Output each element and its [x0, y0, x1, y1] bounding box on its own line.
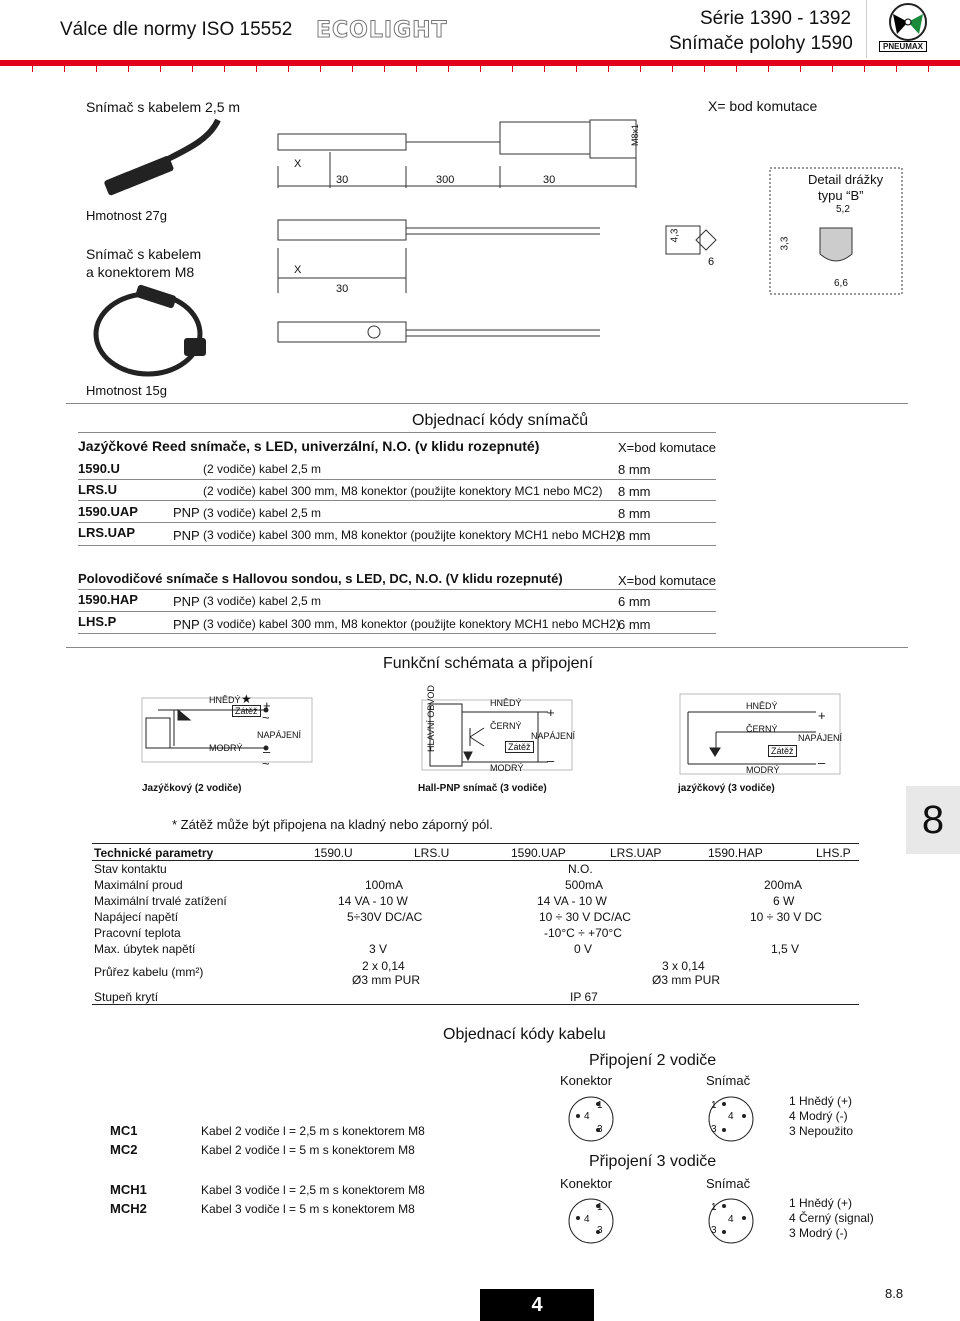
conn3-connector-pinout [566, 1196, 616, 1246]
reed-desc: (2 vodiče) kabel 2,5 m [203, 462, 322, 476]
conn2-legend: 3 Nepoužito [789, 1124, 854, 1138]
row-label-ip: Stupeň krytí [94, 990, 159, 1004]
d1-caption: Jazýčkový (2 vodiče) [142, 783, 242, 794]
dim-6-6: 6,6 [834, 278, 848, 289]
table-rule [92, 1004, 859, 1005]
conn3-konektor: Konektor [560, 1176, 613, 1191]
cable-desc: Kabel 3 vodiče l = 5 m s konektorem M8 [201, 1202, 415, 1216]
hall-desc: (3 vodiče) kabel 300 mm, M8 konektor (použijte konektory MCH1 nebo MCH2) [203, 617, 620, 631]
ruler-tick [896, 66, 897, 72]
cable-code: MCH2 [110, 1201, 147, 1216]
conn2-connector-pinout [566, 1094, 616, 1144]
hall-pnp: PNP [173, 617, 200, 632]
ruler-tick [416, 66, 417, 72]
ruler-tick [96, 66, 97, 72]
d2-caption: Hall-PNP snímač (3 vodiče) [418, 783, 547, 794]
d3-power: NAPÁJENÍ [798, 733, 843, 743]
ruler-tick [800, 66, 801, 72]
val-cable-b2: Ø3 mm PUR [652, 973, 721, 987]
conn3-konektor-pin3: 3 [597, 1225, 603, 1236]
conn3-legend: 4 Černý (signal) [789, 1211, 874, 1225]
ruler-tick [640, 66, 641, 72]
conn3-title: Připojení 3 vodiče [589, 1153, 717, 1170]
table-rule [92, 843, 859, 844]
dim-30-b: 30 [543, 174, 556, 186]
ruler-tick [736, 66, 737, 72]
d1-blue: MODRÝ [209, 743, 243, 753]
divider [78, 611, 716, 612]
d3-brown: HNĚDÝ [746, 701, 778, 711]
row-label-contact: Stav kontaktu [94, 862, 167, 876]
val-drop-b: 0 V [574, 942, 593, 956]
d3-caption: jazýčkový (3 vodiče) [678, 783, 775, 794]
ruler-tick [768, 66, 769, 72]
hall-x-value: 6 mm [618, 594, 651, 609]
d3-plus: + [818, 708, 826, 723]
d3-black: ČERNÝ [746, 724, 778, 734]
series-subtitle: Snímače polohy 1590 [669, 33, 853, 54]
ruler-tick [224, 66, 225, 72]
conn3-legend: 3 Modrý (-) [789, 1226, 848, 1240]
reed-desc: (3 vodiče) kabel 300 mm, M8 konektor (použijte konektory MCH1 nebo MCH2) [203, 528, 620, 542]
ruler-tick [704, 66, 705, 72]
val-contact: N.O. [568, 862, 593, 876]
ruler-tick [192, 66, 193, 72]
reed-x-value: 8 mm [618, 484, 651, 499]
conn2-konektor-pin3: 3 [597, 1124, 603, 1135]
hall-desc: (3 vodiče) kabel 2,5 m [203, 594, 322, 608]
cable-codes-title: Objednací kódy kabelu [443, 1026, 606, 1043]
cable-sensor-label: Snímač s kabelem 2,5 m [86, 99, 241, 115]
conn2-konektor-pin4: 4 [584, 1111, 590, 1122]
tech-header-col: 1590.UAP [511, 846, 566, 860]
ruler-tick [544, 66, 545, 72]
ruler-tick [384, 66, 385, 72]
reed-desc: (2 vodiče) kabel 300 mm, M8 konektor (použijte konektory MC1 nebo MC2) [203, 484, 603, 498]
ruler-tick [32, 66, 33, 72]
cable-desc: Kabel 3 vodiče l = 2,5 m s konektorem M8 [201, 1183, 425, 1197]
conn3-snimac-pin3: 3 [711, 1225, 717, 1236]
ruler-tick [256, 66, 257, 72]
ruler-tick [512, 66, 513, 72]
cable-code: MC1 [110, 1123, 138, 1138]
dim-6: 6 [708, 256, 715, 268]
ecolight-logo: ECOLIGHT [316, 18, 448, 43]
pneumax-logo [866, 0, 949, 58]
pneumax-wordmark: PNEUMAX [879, 41, 927, 52]
connector-sensor-label-2: a konektorem M8 [86, 264, 195, 280]
val-voltage-b: 10 ÷ 30 V DC/AC [539, 910, 631, 924]
dim-30-c: 30 [336, 283, 349, 295]
d2-black: ČERNÝ [490, 721, 522, 731]
d2-plus: + [547, 705, 555, 720]
conn3-konektor-pin1: 1 [597, 1202, 603, 1213]
d2-power: NAPÁJENÍ [531, 731, 576, 741]
ruler-tick [288, 66, 289, 72]
reed-pnp: PNP [173, 528, 200, 543]
tech-table [92, 843, 859, 1005]
ruler-tick [64, 66, 65, 72]
connector-sensor-label-1: Snímač s kabelem [86, 246, 202, 262]
reed-pnp: PNP [173, 505, 200, 520]
d1-plus: + [263, 698, 271, 713]
series-title: Série 1390 - 1392 [700, 8, 852, 29]
dim-4-3: 4,3 [669, 228, 681, 243]
d1-minus: – [263, 744, 271, 759]
conn3-legend: 1 Hnědý (+) [789, 1196, 853, 1210]
sensor-dimension-drawing [270, 108, 910, 358]
tech-header-col: 1590.HAP [708, 846, 763, 860]
reed-code: LRS.UAP [78, 525, 136, 540]
reed-code: 1590.UAP [78, 504, 138, 519]
conn2-snimac-pin3: 3 [711, 1124, 717, 1135]
val-current-a: 100mA [365, 878, 404, 892]
dim-5-2: 5,2 [836, 204, 850, 215]
dim-x-top: X [294, 158, 302, 170]
d1-brown: HNĚDÝ [209, 695, 241, 705]
ruler-tick [608, 66, 609, 72]
conn3-konektor-pin4: 4 [584, 1214, 590, 1225]
hall-heading: Polovodičové snímače s Hallovou sondou, s LED, DC, N.O. (V klidu rozepnuté) [78, 571, 563, 586]
d1-load-star: ★ [241, 692, 252, 706]
reed-code: LRS.U [78, 482, 117, 497]
connector-sensor-photo [88, 282, 228, 382]
row-label-cable: Průřez kabelu (mm²) [94, 965, 204, 979]
cable-desc: Kabel 2 vodiče l = 2,5 m s konektorem M8 [201, 1124, 425, 1138]
val-load-a: 14 VA - 10 W [338, 894, 408, 908]
row-label-load: Maximální trvalé zatížení [94, 894, 227, 908]
reed-x-header: X=bod komutace [618, 440, 716, 455]
d2-blue: MODRÝ [490, 763, 524, 773]
reed-heading: Jazýčkové Reed snímače, s LED, univerzální, N.O. (v klidu rozepnuté) [78, 438, 540, 454]
val-voltage-c: 10 ÷ 30 V DC [750, 910, 822, 924]
order-codes-title: Objednací kódy snímačů [412, 412, 589, 429]
cable-desc: Kabel 2 vodiče l = 5 m s konektorem M8 [201, 1143, 415, 1157]
conn2-konektor-pin1: 1 [597, 1100, 603, 1111]
val-cable-a1: 2 x 0,14 [362, 959, 405, 973]
divider [78, 545, 716, 546]
divider [78, 589, 716, 590]
dim-30-a: 30 [336, 174, 349, 186]
detail-label-1: Detail drážky [808, 172, 884, 187]
conn2-legend: 4 Modrý (-) [789, 1109, 848, 1123]
conn2-legend: 1 Hnědý (+) [789, 1094, 853, 1108]
tech-header-label: Technické parametry [94, 846, 214, 860]
conn3-snimac-pin1: 1 [711, 1202, 717, 1213]
ruler-tick [160, 66, 161, 72]
d2-main-circuit: HLAVNÍ OBVOD [426, 685, 436, 752]
hall-code: LHS.P [78, 614, 117, 629]
row-label-temp: Pracovní teplota [94, 926, 181, 940]
header-title: Válce dle normy ISO 15552 [60, 19, 293, 40]
divider [78, 500, 716, 501]
conn3-snimac-pin4: 4 [728, 1214, 734, 1225]
val-load-b: 14 VA - 10 W [537, 894, 607, 908]
ruler-tick [672, 66, 673, 72]
switch-point-label: X= bod komutace [708, 98, 818, 114]
reed-desc: (3 vodiče) kabel 2,5 m [203, 506, 322, 520]
divider [78, 633, 716, 634]
reed-x-value: 8 mm [618, 462, 651, 477]
row-label-drop: Max. úbytek napětí [94, 942, 196, 956]
d2-brown: HNĚDÝ [490, 698, 522, 708]
val-load-c: 6 W [773, 894, 795, 908]
d3-minus: – [818, 755, 826, 770]
val-drop-a: 3 V [369, 942, 388, 956]
pneumax-mark-icon [867, 0, 949, 46]
divider [78, 479, 716, 480]
ruler-tick [480, 66, 481, 72]
row-label-voltage: Napájecí napětí [94, 910, 179, 924]
ruler-tick [128, 66, 129, 72]
reed-x-value: 8 mm [618, 506, 651, 521]
dim-3-3: 3,3 [779, 236, 791, 251]
divider [66, 403, 908, 404]
divider [78, 432, 716, 433]
tech-header-col: LRS.U [414, 846, 450, 860]
val-voltage-a: 5÷30V DC/AC [347, 910, 423, 924]
table-rule [92, 860, 859, 861]
ruler-tick [576, 66, 577, 72]
load-note: * Zátěž může být připojena na kladný nebo záporný pól. [172, 817, 493, 832]
cable-code: MC2 [110, 1142, 138, 1157]
val-current-b: 500mA [565, 878, 604, 892]
hall-code: 1590.HAP [78, 592, 138, 607]
row-label-current: Maximální proud [94, 878, 183, 892]
tech-header-col: LHS.P [816, 846, 851, 860]
ruler-tick [352, 66, 353, 72]
tech-header-col: LRS.UAP [610, 846, 662, 860]
section-tab: 8 [906, 786, 960, 854]
d1-load: Zátěž [232, 705, 261, 717]
d2-load: Zátěž [505, 741, 534, 753]
ruler-tick [448, 66, 449, 72]
val-ip: IP 67 [570, 990, 598, 1004]
hall-x-value: 6 mm [618, 617, 651, 632]
tech-header-col: 1590.U [314, 846, 353, 860]
d1-tilde-bottom: ~ [262, 756, 270, 771]
d3-blue: MODRÝ [746, 765, 780, 775]
val-drop-c: 1,5 V [771, 942, 800, 956]
conn2-title: Připojení 2 vodiče [589, 1052, 717, 1069]
ruler-tick [832, 66, 833, 72]
dim-x-bottom: X [294, 264, 302, 276]
cable-code: MCH1 [110, 1182, 147, 1197]
conn2-snimac: Snímač [706, 1073, 751, 1088]
dim-m8: M8x1 [630, 123, 641, 147]
d1-tilde-top: ~ [262, 710, 270, 725]
val-cable-a2: Ø3 mm PUR [352, 973, 421, 987]
val-cable-b1: 3 x 0,14 [662, 959, 705, 973]
val-current-c: 200mA [764, 878, 803, 892]
conn3-snimac: Snímač [706, 1176, 751, 1191]
page-number: 4 [480, 1289, 594, 1321]
hall-x-header: X=bod komutace [618, 573, 716, 588]
ruler-tick [928, 66, 929, 72]
reed-x-value: 8 mm [618, 528, 651, 543]
schematics-title: Funkční schémata a připojení [383, 655, 593, 672]
ruler-tick [320, 66, 321, 72]
divider [66, 647, 908, 648]
weight-cable-sensor: Hmotnost 27g [86, 208, 167, 223]
conn2-snimac-pin1: 1 [711, 1100, 717, 1111]
divider [78, 522, 716, 523]
cable-sensor-photo [90, 118, 230, 198]
conn2-konektor: Konektor [560, 1073, 613, 1088]
page-reference: 8.8 [885, 1286, 904, 1301]
d2-minus: – [547, 753, 555, 768]
conn2-snimac-pin4: 4 [728, 1111, 734, 1122]
val-temp: -10°C ÷ +70°C [544, 926, 622, 940]
d3-load: Zátěž [768, 745, 797, 757]
reed-code: 1590.U [78, 461, 120, 476]
d1-power: NAPÁJENÍ [257, 730, 302, 740]
hall-pnp: PNP [173, 594, 200, 609]
weight-connector-sensor: Hmotnost 15g [86, 383, 167, 398]
dim-300: 300 [436, 174, 455, 186]
ruler-tick [864, 66, 865, 72]
detail-label-2: typu “B” [818, 188, 864, 203]
